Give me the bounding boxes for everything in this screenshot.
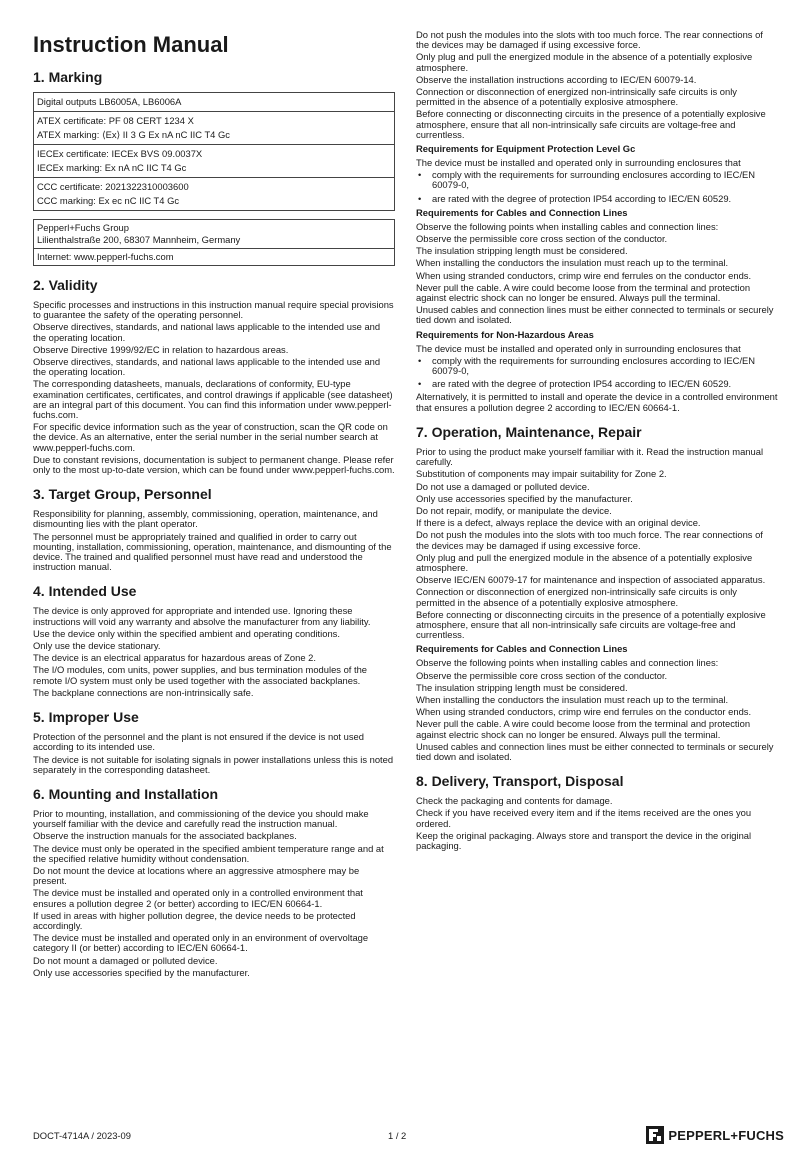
company-table [33, 219, 395, 266]
paragraph: The insulation stripping length must be considered. [416, 245, 628, 257]
paragraph: Before connecting or disconnecting circuits in the presence of a potentially explosive atmosphere, ensure that all non-intrinsically safe circuits are voltage-free and currentless. [416, 608, 766, 641]
epl-list [416, 170, 778, 204]
paragraph: Only use the device stationary. [33, 640, 161, 652]
nonhaz-outro: Alternatively, it is permitted to install and operate the device in a controlled environment that ensures a pollution degree 2 according to IEC/EN 60664-1. [416, 391, 778, 413]
paragraph: The corresponding datasheets, manuals, declarations of conformity, EU-type examination certificates, certificates, and control drawings if applicable (see datasheet) are an integral part of this document. You can find this information under www.pepperl-fuchs.com. [33, 378, 393, 421]
internet-cell [34, 249, 395, 266]
marking-text: ATEX marking: ⟨Ex⟩ II 3 G Ex nA nC IIC T4 Gc [37, 129, 230, 140]
paragraph: The insulation stripping length must be considered. [416, 681, 628, 693]
subheading-operation-cables: Requirements for Cables and Connection Lines [416, 643, 628, 655]
heading-improper-use: 5. Improper Use [33, 709, 139, 726]
paragraph: Substitution of components may impair suitability for Zone 2. [416, 468, 667, 480]
left-column [33, 0, 395, 980]
page-title: Instruction Manual [33, 32, 229, 57]
subheading-epl: Requirements for Equipment Protection Level Gc [416, 143, 636, 155]
nonhaz-list [416, 356, 778, 390]
mounting-section [33, 809, 395, 978]
bullet-icon: • [418, 354, 422, 366]
paragraph: Observe the permissible core cross section of the conductor. [416, 233, 668, 245]
paragraph: The device must be installed and operated only in an environment of overvoltage category II (or better) according to IEC/EN 60664-1. [33, 932, 369, 954]
marking-text: CCC certificate: 2021322310003600 [37, 181, 189, 192]
list-item [416, 379, 778, 389]
page-footer [33, 1126, 784, 1146]
paragraph: Observe the following points when installing cables and connection lines: [416, 657, 719, 669]
paragraph: Never pull the cable. A wire could become loose from the terminal and protection against electric shock can no longer be ensured. Always pull the terminal. [416, 718, 751, 740]
paragraph: Observe the installation instructions according to IEC/EN 60079-14. [416, 73, 697, 85]
paragraph: For specific device information such as the year of construction, scan the QR code on the device. As an alternative, enter the serial number in the serial number search at www.pepperl-fuchs.com. [33, 421, 388, 453]
paragraph: The device must be installed and operated only in a controlled environment that ensures a pollution degree 2 (or better) according to IEC/EN 60664-1. [33, 887, 363, 909]
bullet-icon: • [418, 378, 422, 390]
paragraph: Only plug and pull the energized module in the absence of a potentially explosive atmosphere. [416, 51, 753, 73]
paragraph: Unused cables and connection lines must be either connected to terminals or securely tied down and isolated. [416, 304, 774, 326]
paragraph: Use the device only within the specified ambient and operating conditions. [33, 627, 340, 639]
bullet-icon: • [418, 192, 422, 204]
marking-cell [34, 178, 395, 211]
validity-section [33, 300, 395, 475]
paragraph: Observe directives, standards, and national laws applicable to the intended use and the operating location. [33, 356, 381, 378]
company-cell [34, 220, 395, 249]
marking-cell [34, 112, 395, 145]
paragraph: Do not use a damaged or polluted device. [416, 480, 590, 492]
marking-cell [34, 145, 395, 178]
heading-mounting: 6. Mounting and Installation [33, 785, 219, 802]
heading-marking: 1. Marking [33, 69, 103, 85]
list-item-text: are rated with the degree of protection IP54 according to IEC/EN 60529. [432, 192, 732, 204]
paragraph: Unused cables and connection lines must be either connected to terminals or securely tied down and isolated. [416, 740, 774, 762]
list-item [416, 194, 778, 204]
improper-section [33, 732, 395, 775]
heading-delivery: 8. Delivery, Transport, Disposal [416, 773, 624, 790]
paragraph: Keep the original packaging. Always store and transport the device in the original packaging. [416, 829, 752, 851]
list-item [416, 170, 778, 190]
right-column [416, 0, 778, 853]
cables-section [416, 222, 778, 326]
company-address: Lilienthalstraße 200, 68307 Mannheim, Germany [37, 234, 241, 245]
company-internet: Internet: www.pepperl-fuchs.com [37, 251, 174, 262]
heading-validity: 2. Validity [33, 277, 98, 293]
paragraph: Only plug and pull the energized module in the absence of a potentially explosive atmosphere. [416, 551, 753, 573]
document-id: DOCT-4714A / 2023-09 [33, 1130, 131, 1141]
paragraph: If used in areas with higher pollution degree, the device needs to be protected accordingly. [33, 909, 356, 931]
paragraph: Do not mount the device at locations where an aggressive atmosphere may be present. [33, 864, 360, 887]
paragraph: Observe Directive 1999/92/EC in relation to hazardous areas. [33, 343, 289, 355]
target-section [33, 509, 395, 572]
paragraph: The backplane connections are non-intrinsically safe. [33, 686, 254, 698]
paragraph: The personnel must be appropriately trained and qualified in order to carry out mounting, installation, commissioning, operation, maintenance, and dismounting of the device. The trained and qualified personnel must have read and understood the instruction manual. [33, 530, 392, 573]
paragraph: The I/O modules, com units, power supplies, and bus termination modules of the remote I/O system must only be used together with the associated backplanes. [33, 664, 368, 686]
paragraph: Only use accessories specified by the manufacturer. [416, 492, 633, 504]
paragraph: Do not push the modules into the slots with too much force. The rear connections of the devices may be damaged if using excessive force. [416, 529, 763, 551]
marking-cell [34, 93, 395, 112]
paragraph: Prior to mounting, installation, and commissioning of the device you should make yourself familiar with the device and carefully read the instruction manual. [33, 807, 369, 830]
mounting-section-continued [416, 30, 778, 140]
operation-cables-section [416, 658, 778, 762]
intended-section [33, 606, 395, 698]
paragraph: The device is only approved for appropriate and intended use. Ignoring these instructions will void any warranty and absolve the manufacturer from any liability. [33, 605, 371, 627]
epl-intro: The device must be installed and operated only in surrounding enclosures that [416, 157, 741, 169]
paragraph: Do not push the modules into the slots with too much force. The rear connections of the devices may be damaged if using excessive force. [416, 29, 763, 51]
subheading-cables: Requirements for Cables and Connection Lines [416, 206, 628, 218]
list-item-text: comply with the requirements for surrounding enclosures according to IEC/EN 60079-0, [432, 354, 756, 377]
paragraph: When using stranded conductors, crimp wire end ferrules on the conductor ends. [416, 269, 752, 281]
paragraph: Observe directives, standards, and national laws applicable to the intended use and the operating location. [33, 321, 381, 343]
paragraph: Responsibility for planning, assembly, commissioning, operation, maintenance, and dismounting lies with the plant operator. [33, 508, 378, 530]
paragraph: Observe the permissible core cross section of the conductor. [416, 669, 668, 681]
paragraph: The device must only be operated in the specified ambient temperature range and at the specified relative humidity without condensation. [33, 842, 384, 864]
paragraph: Connection or disconnection of energized non-intrinsically safe circuits is only permitted in the absence of a potentially explosive atmosphere. [416, 586, 737, 608]
paragraph: Observe the following points when installing cables and connection lines: [416, 220, 719, 232]
heading-target-group: 3. Target Group, Personnel [33, 486, 212, 503]
brand-name: PEPPERL+FUCHS [668, 1127, 784, 1143]
marking-table [33, 92, 395, 211]
marking-text: IECEx marking: Ex nA nC IIC T4 Gc [37, 162, 187, 173]
list-item-text: comply with the requirements for surrounding enclosures according to IEC/EN 60079-0, [432, 169, 756, 191]
company-name: Pepperl+Fuchs Group [37, 222, 129, 233]
paragraph: Due to constant revisions, documentation is subject to permanent change. Please refer only to the most up-to-date version, which can be found under www.pepperl-fuchs.com. [33, 453, 395, 476]
paragraph: When installing the conductors the insulation must reach up to the terminal. [416, 257, 729, 269]
page-number: 1 / 2 [388, 1130, 407, 1141]
pf-logo-icon [646, 1126, 664, 1144]
paragraph: When using stranded conductors, crimp wire end ferrules on the conductor ends. [416, 706, 752, 718]
paragraph: Observe the instruction manuals for the associated backplanes. [33, 830, 297, 842]
heading-operation: 7. Operation, Maintenance, Repair [416, 423, 642, 440]
brand-logo [646, 1126, 784, 1144]
marking-text: ATEX certificate: PF 08 CERT 1234 X [37, 115, 194, 126]
paragraph: Protection of the personnel and the plant is not ensured if the device is not used according to its intended use. [33, 731, 364, 753]
paragraph: Do not mount a damaged or polluted device. [33, 954, 218, 966]
marking-text: IECEx certificate: IECEx BVS 09.0037X [37, 148, 203, 159]
marking-text: CCC marking: Ex ec nC IIC T4 Gc [37, 195, 180, 206]
paragraph: Never pull the cable. A wire could become loose from the terminal and protection against electric shock can no longer be ensured. Always pull the terminal. [416, 281, 751, 304]
paragraph: Specific processes and instructions in this instruction manual require special provisions to guarantee the safety of the operating personnel. [33, 299, 394, 321]
paragraph: When installing the conductors the insulation must reach up to the terminal. [416, 693, 729, 705]
paragraph: Connection or disconnection of energized non-intrinsically safe circuits is only permitted in the absence of a potentially explosive atmosphere. [416, 86, 737, 108]
heading-intended-use: 4. Intended Use [33, 583, 137, 600]
marking-text: Digital outputs LB6005A, LB6006A [37, 96, 182, 107]
nonhaz-intro: The device must be installed and operated only in surrounding enclosures that [416, 342, 741, 354]
list-item [416, 356, 778, 376]
list-item-text: are rated with the degree of protection IP54 according to IEC/EN 60529. [432, 378, 732, 390]
paragraph: Do not repair, modify, or manipulate the device. [416, 504, 612, 516]
paragraph: The device is an electrical apparatus for hazardous areas of Zone 2. [33, 652, 316, 664]
paragraph: Before connecting or disconnecting circuits in the presence of a potentially explosive atmosphere, ensure that all non-intrinsically safe circuits are voltage-free and currentless. [416, 108, 766, 140]
paragraph: Only use accessories specified by the manufacturer. [33, 966, 250, 978]
delivery-section [416, 796, 778, 851]
paragraph: Observe IEC/EN 60079-17 for maintenance and inspection of associated apparatus. [416, 574, 766, 586]
bullet-icon: • [418, 169, 422, 181]
operation-section [416, 447, 778, 640]
paragraph: Check the packaging and contents for damage. [416, 795, 613, 807]
paragraph: Check if you have received every item and if the items received are the ones you ordered. [416, 807, 752, 829]
paragraph: The device is not suitable for isolating signals in power installations unless this is noted separately in the corresponding datasheet. [33, 753, 394, 775]
subheading-nonhazardous: Requirements for Non-Hazardous Areas [416, 328, 594, 340]
paragraph: Prior to using the product make yourself familiar with it. Read the instruction manual carefully. [416, 445, 764, 468]
paragraph: If there is a defect, always replace the device with an original device. [416, 517, 701, 529]
